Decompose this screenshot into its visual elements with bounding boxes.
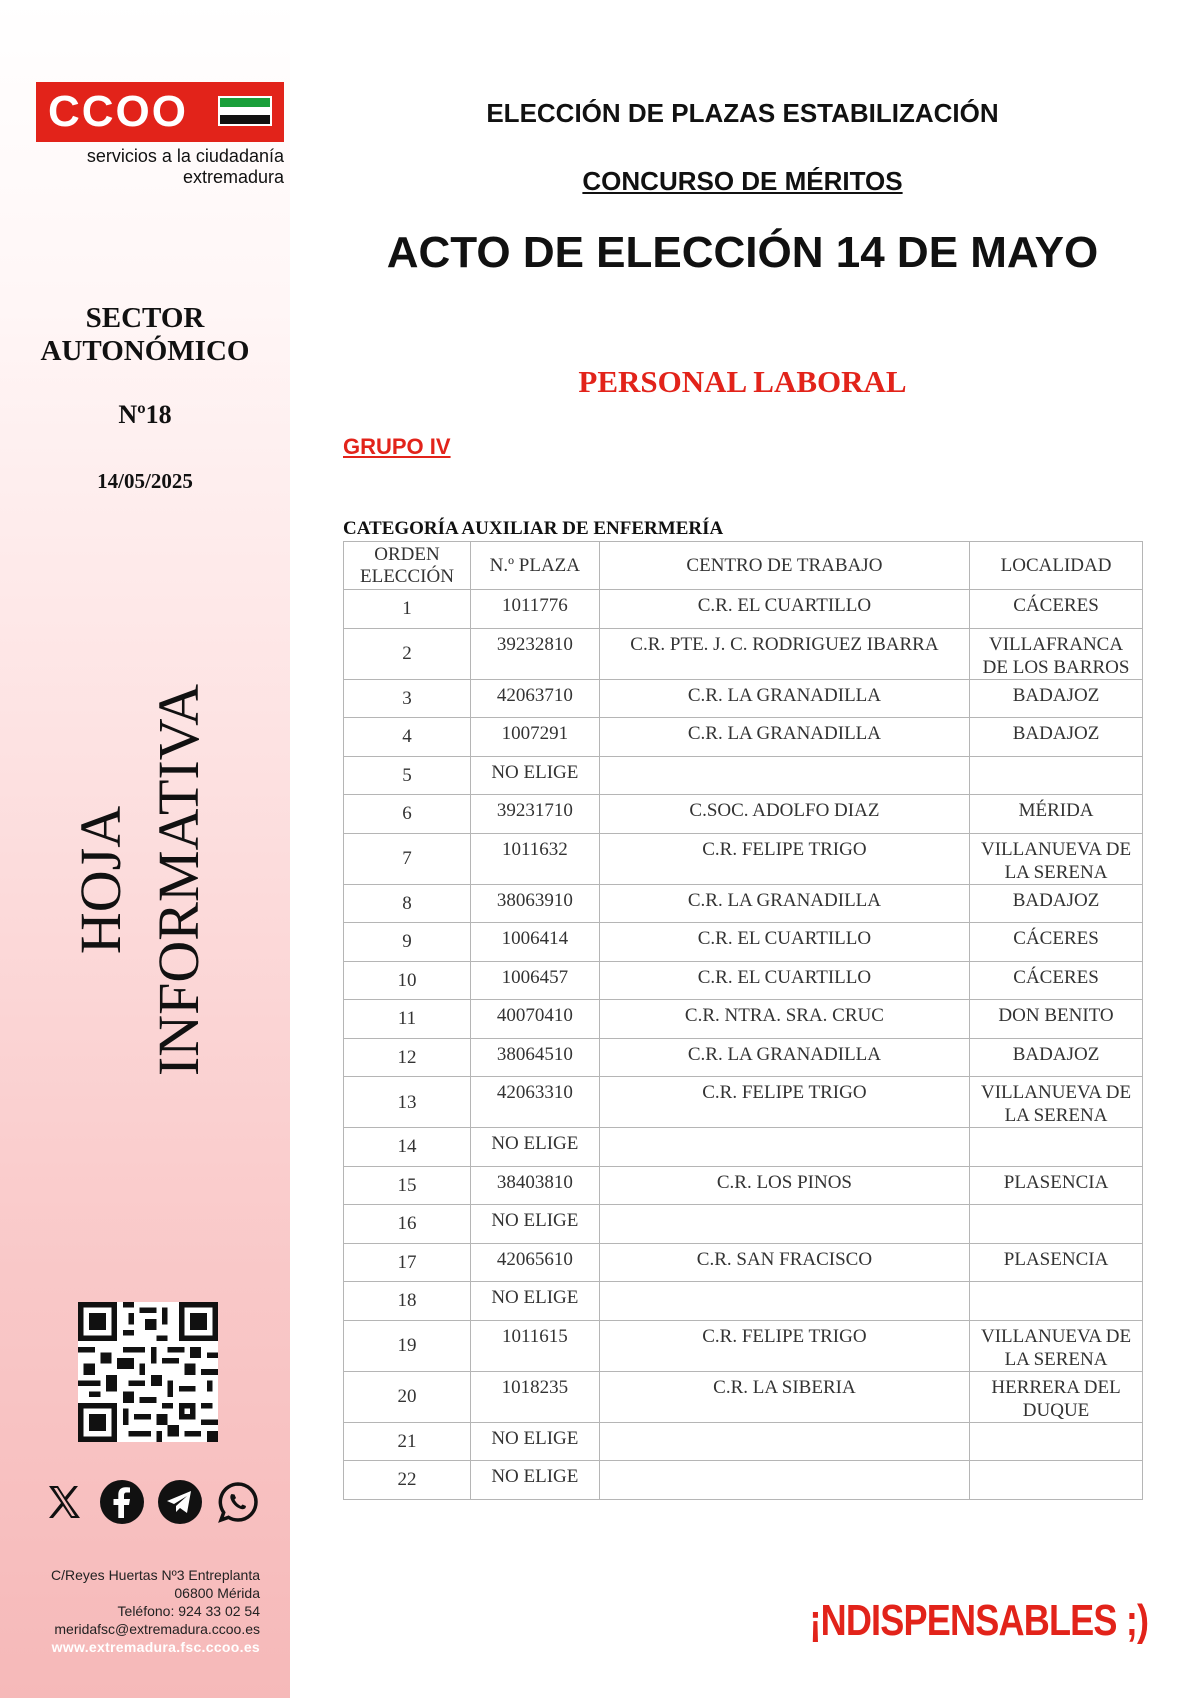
cell-localidad <box>970 590 1143 629</box>
social-links <box>40 1478 262 1526</box>
cell-order: 20 <box>344 1371 471 1422</box>
logo-bar <box>36 82 284 142</box>
cell-localidad <box>970 1000 1143 1039</box>
contact-address <box>0 1566 260 1656</box>
group-title: GRUPO IV <box>343 434 451 459</box>
cell-plaza: 39231710 <box>470 795 599 834</box>
cell-plaza: 38403810 <box>470 1166 599 1205</box>
document-subtitle: CONCURSO DE MÉRITOS <box>582 166 903 196</box>
cell-order: 22 <box>344 1461 471 1500</box>
cell-centro: C.R. EL CUARTILLO <box>599 961 969 1000</box>
table-row <box>344 833 1143 884</box>
cell-order: 9 <box>344 923 471 962</box>
cell-order: 10 <box>344 961 471 1000</box>
table-row <box>344 1000 1143 1039</box>
cell-order: 7 <box>344 833 471 884</box>
vertical-title-line-1: HOJA <box>68 805 133 955</box>
cell-localidad-line: CÁCERES <box>1013 928 1099 949</box>
cell-order: 13 <box>344 1077 471 1128</box>
table-row <box>344 590 1143 629</box>
cell-plaza: NO ELIGE <box>470 1282 599 1321</box>
cell-centro: C.R. FELIPE TRIGO <box>599 1077 969 1128</box>
cell-centro: C.R. FELIPE TRIGO <box>599 1320 969 1371</box>
cell-localidad-line: MÉRIDA <box>1018 800 1094 821</box>
cell-plaza: 1011632 <box>470 833 599 884</box>
table-row <box>344 1371 1143 1422</box>
table-row <box>344 1077 1143 1128</box>
table-body <box>344 590 1143 1500</box>
header-order-line-1: ORDEN <box>374 543 440 565</box>
table-header-row <box>344 542 1143 590</box>
cell-localidad-line: VILLANUEVA DE <box>981 1082 1132 1103</box>
cell-plaza: 1006457 <box>470 961 599 1000</box>
vertical-title-line-2: INFORMATIVA <box>146 683 211 1077</box>
allocation-table <box>343 541 1143 1500</box>
cell-centro: C.R. NTRA. SRA. CRUC <box>599 1000 969 1039</box>
table-row <box>344 1038 1143 1077</box>
cell-order: 14 <box>344 1128 471 1167</box>
cell-localidad <box>970 884 1143 923</box>
cell-localidad-line: DE LOS BARROS <box>982 656 1130 678</box>
header-order-line-2: ELECCIÓN <box>359 565 454 587</box>
cell-order: 1 <box>344 590 471 629</box>
cell-localidad <box>970 1282 1143 1321</box>
cell-centro: C.R. EL CUARTILLO <box>599 923 969 962</box>
cell-centro <box>599 1282 969 1321</box>
cell-order: 19 <box>344 1320 471 1371</box>
cell-centro: C.R. LA GRANADILLA <box>599 718 969 757</box>
address-city: 06800 Mérida <box>174 1585 260 1601</box>
header-localidad: LOCALIDAD <box>970 542 1143 590</box>
cell-localidad-line: BADAJOZ <box>1012 889 1100 911</box>
cell-plaza: 1007291 <box>470 718 599 757</box>
cell-localidad <box>970 833 1143 884</box>
cell-order: 18 <box>344 1282 471 1321</box>
table-row <box>344 1205 1143 1244</box>
cell-plaza: NO ELIGE <box>470 756 599 795</box>
cell-localidad <box>970 795 1143 834</box>
cell-order: 11 <box>344 1000 471 1039</box>
cell-localidad <box>970 961 1143 1000</box>
whatsapp-icon[interactable] <box>214 1478 262 1526</box>
cell-plaza: 1018235 <box>470 1371 599 1422</box>
table-row <box>344 1282 1143 1321</box>
cell-order: 6 <box>344 795 471 834</box>
header-plaza: N.º PLAZA <box>470 542 599 590</box>
cell-localidad <box>970 1461 1143 1500</box>
sidebar <box>0 0 290 1698</box>
cell-centro: C.R. SAN FRACISCO <box>599 1243 969 1282</box>
facebook-icon[interactable] <box>98 1478 146 1526</box>
category-title: CATEGORÍA AUXILIAR DE ENFERMERÍA <box>343 518 724 539</box>
cell-centro: C.R. PTE. J. C. RODRIGUEZ IBARRA <box>599 628 969 679</box>
cell-centro <box>599 1128 969 1167</box>
section-title: PERSONAL LABORAL <box>578 364 907 399</box>
cell-order: 5 <box>344 756 471 795</box>
cell-plaza: NO ELIGE <box>470 1422 599 1461</box>
table-row <box>344 923 1143 962</box>
cell-localidad-line: CÁCERES <box>1013 966 1099 988</box>
table-row <box>344 1166 1143 1205</box>
cell-plaza: NO ELIGE <box>470 1205 599 1244</box>
cell-localidad-line: VILLANUEVA DE <box>981 838 1132 860</box>
cell-localidad <box>970 718 1143 757</box>
header-order <box>344 542 471 590</box>
cell-plaza: 40070410 <box>470 1000 599 1039</box>
x-icon[interactable] <box>40 1478 88 1526</box>
cell-plaza: 39232810 <box>470 628 599 679</box>
cell-plaza: 42063310 <box>470 1077 599 1128</box>
cell-localidad-line: PLASENCIA <box>1003 1171 1109 1193</box>
table-row <box>344 1422 1143 1461</box>
cell-localidad <box>970 1038 1143 1077</box>
bulletin-date: 14/05/2025 <box>97 469 193 493</box>
cell-localidad-line: BADAJOZ <box>1012 1043 1100 1065</box>
cell-localidad-line: BADAJOZ <box>1012 684 1100 706</box>
cell-order: 17 <box>344 1243 471 1282</box>
cell-localidad-line: LA SERENA <box>1004 1348 1108 1370</box>
address-phone: Teléfono: 924 33 02 54 <box>117 1603 260 1619</box>
cell-plaza: 42065610 <box>470 1243 599 1282</box>
cell-plaza: NO ELIGE <box>470 1461 599 1500</box>
table-row <box>344 884 1143 923</box>
cell-localidad <box>970 1320 1143 1371</box>
cell-order: 8 <box>344 884 471 923</box>
cell-localidad-line: VILLANUEVA DE <box>981 1325 1132 1347</box>
sector-line-1: SECTOR <box>85 302 205 334</box>
table-row <box>344 795 1143 834</box>
cell-order: 12 <box>344 1038 471 1077</box>
cell-localidad <box>970 756 1143 795</box>
cell-localidad <box>970 923 1143 962</box>
table-row <box>344 961 1143 1000</box>
cell-centro: C.R. LA GRANADILLA <box>599 1038 969 1077</box>
cell-localidad-line: CÁCERES <box>1013 595 1099 616</box>
table-row <box>344 1461 1143 1500</box>
extremadura-flag-icon <box>218 96 272 126</box>
cell-centro: C.R. LA GRANADILLA <box>599 884 969 923</box>
cell-localidad-line: PLASENCIA <box>1003 1248 1109 1270</box>
address-website[interactable]: www.extremadura.fsc.ccoo.es <box>51 1639 260 1655</box>
cell-localidad-line: DUQUE <box>1022 1399 1090 1421</box>
cell-centro <box>599 1205 969 1244</box>
cell-localidad <box>970 628 1143 679</box>
cell-plaza: 1011615 <box>470 1320 599 1371</box>
document-title: ELECCIÓN DE PLAZAS ESTABILIZACIÓN <box>486 98 999 128</box>
cell-localidad <box>970 679 1143 718</box>
cell-order: 15 <box>344 1166 471 1205</box>
qr-code-icon[interactable] <box>78 1302 218 1442</box>
cell-order: 16 <box>344 1205 471 1244</box>
cell-centro <box>599 1422 969 1461</box>
bulletin-number: Nº18 <box>118 400 172 429</box>
cell-plaza: 1006414 <box>470 923 599 962</box>
logo-text: CCOO <box>48 87 188 136</box>
cell-order: 3 <box>344 679 471 718</box>
cell-localidad <box>970 1077 1143 1128</box>
cell-localidad <box>970 1371 1143 1422</box>
event-title: ACTO DE ELECCIÓN 14 DE MAYO <box>386 228 1099 277</box>
cell-order: 21 <box>344 1422 471 1461</box>
table-row <box>344 1320 1143 1371</box>
cell-localidad <box>970 1205 1143 1244</box>
cell-localidad-line: LA SERENA <box>1004 861 1108 883</box>
slogan: ¡NDISPENSABLES ;) <box>809 1596 1148 1645</box>
table-row <box>344 756 1143 795</box>
table-row <box>344 1243 1143 1282</box>
cell-localidad-line: BADAJOZ <box>1012 723 1100 744</box>
vertical-title <box>62 650 218 1110</box>
cell-plaza: 1011776 <box>470 590 599 629</box>
cell-centro: C.SOC. ADOLFO DIAZ <box>599 795 969 834</box>
cell-centro: C.R. LA GRANADILLA <box>599 679 969 718</box>
cell-localidad-line: DON BENITO <box>998 1005 1114 1026</box>
sector-line-2: AUTONÓMICO <box>40 335 250 367</box>
address-street: C/Reyes Huertas Nº3 Entreplanta <box>51 1567 260 1583</box>
cell-centro <box>599 756 969 795</box>
logo-subtitle: servicios a la ciudadanía <box>86 146 284 166</box>
cell-order: 4 <box>344 718 471 757</box>
cell-centro <box>599 1461 969 1500</box>
cell-localidad <box>970 1422 1143 1461</box>
cell-plaza: 38064510 <box>470 1038 599 1077</box>
cell-localidad <box>970 1128 1143 1167</box>
cell-localidad-line: LA SERENA <box>1004 1105 1108 1126</box>
table-row <box>344 1128 1143 1167</box>
cell-localidad-line: HERRERA DEL <box>991 1376 1121 1398</box>
header-centro: CENTRO DE TRABAJO <box>599 542 969 590</box>
cell-centro: C.R. EL CUARTILLO <box>599 590 969 629</box>
cell-order: 2 <box>344 628 471 679</box>
cell-centro: C.R. FELIPE TRIGO <box>599 833 969 884</box>
sector-label <box>0 302 290 368</box>
cell-localidad <box>970 1166 1143 1205</box>
address-email[interactable]: meridafsc@extremadura.ccoo.es <box>54 1621 260 1637</box>
cell-centro: C.R. LOS PINOS <box>599 1166 969 1205</box>
cell-centro: C.R. LA SIBERIA <box>599 1371 969 1422</box>
table-row <box>344 628 1143 679</box>
ccoo-logo <box>36 82 284 188</box>
cell-localidad-line: VILLAFRANCA <box>989 633 1124 655</box>
cell-plaza: NO ELIGE <box>470 1128 599 1167</box>
table-row <box>344 718 1143 757</box>
cell-plaza: 42063710 <box>470 679 599 718</box>
cell-plaza: 38063910 <box>470 884 599 923</box>
logo-region: extremadura <box>182 167 284 187</box>
table-row <box>344 679 1143 718</box>
telegram-icon[interactable] <box>156 1478 204 1526</box>
cell-localidad <box>970 1243 1143 1282</box>
